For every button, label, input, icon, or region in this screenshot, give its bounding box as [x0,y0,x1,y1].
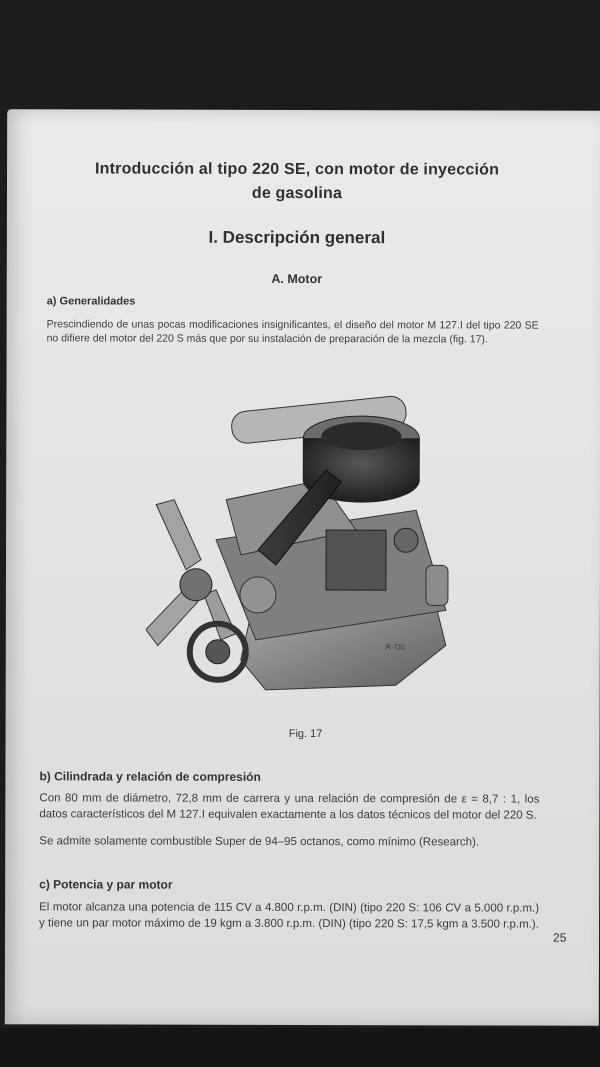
figure-caption: Fig. 17 [288,727,323,741]
paragraph-cilindrada: Con 80 mm de diámetro, 72,8 mm de carrera y una relación de compresión de ε = 8,7 : 1, los datos característicos del M 127.I equivalen exactamente a los datos técnicos del motor del 220 S. [39,792,540,822]
page-title-line-2: de gasolina [251,184,343,203]
page-title [57,157,537,206]
engine-illustration [146,390,467,711]
heading-potencia: c) Potencia y par motor [39,877,173,892]
heading-cilindrada: b) Cilindrada y relación de compresión [39,769,261,784]
paragraph-combustible: Se admite solamente combustible Super de 94–95 octanos, como mínimo (Research). [39,835,480,849]
figure-reference-label: R-731 [385,644,405,652]
subsection-heading: A. Motor [271,271,323,287]
section-heading: I. Descripción general [208,227,386,248]
document-page [5,109,600,1026]
heading-generalidades: a) Generalidades [46,295,136,308]
paragraph-generalidades: Prescindiendo de unas pocas modificaciones insignificantes, el diseño del motor M 127.I del tipo 220 SE no difiere del motor del 220 S más que por su instalación de preparación de la mezcla (fig. 17). [46,318,539,346]
background-strip [0,1028,600,1067]
page-title-line-1: Introducción al tipo 220 SE, con motor de inyección [94,160,500,179]
paragraph-potencia: El motor alcanza una potencia de 115 CV a 4.800 r.p.m. (DIN) (tipo 220 S: 106 CV a 5.000 r.p.m.) y tiene un par motor máximo de 19 kgm a 3.800 r.p.m. (DIN) (tipo 220 S: 17,5 kgm a 3.500 r.p.m.). [39,901,540,931]
page-number: 25 [553,930,567,945]
